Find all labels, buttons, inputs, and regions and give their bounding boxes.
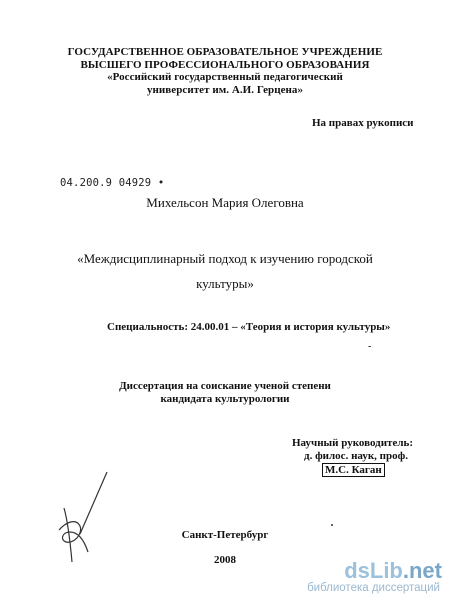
author-name: Михельсон Мария Олеговна — [146, 195, 304, 210]
year: 2008 — [214, 554, 236, 566]
supervisor-label: Научный руководитель: — [292, 437, 413, 449]
supervisor-degree: д. филос. наук, проф. — [304, 450, 409, 462]
institution-line-4: университет им. А.И. Герцена» — [146, 83, 304, 96]
scan-speck — [331, 524, 333, 526]
supervisor-name: М.С. Каган — [322, 463, 385, 477]
dslib-watermark — [284, 558, 444, 598]
watermark-brand-part1: dsLib — [344, 558, 403, 583]
watermark-brand-part2: .net — [402, 558, 442, 583]
title-line-2: культуры» — [196, 276, 254, 291]
dissertation-title — [0, 246, 450, 296]
city: Санкт-Петербург — [181, 529, 269, 541]
specialty-mark: - — [368, 341, 372, 352]
institution-line-1: ГОСУДАРСТВЕННОЕ ОБРАЗОВАТЕЛЬНОЕ УЧРЕЖДЕНИЕ — [67, 46, 383, 58]
manuscript-rights-note: На правах рукописи — [312, 117, 414, 129]
institution-line-2: ВЫСШЕГО ПРОФЕССИОНАЛЬНОГО ОБРАЗОВАНИЯ — [80, 58, 370, 71]
title-line-1: «Междисциплинарный подход к изучению городской — [77, 251, 373, 266]
institution-header — [0, 46, 450, 96]
institution-line-3: «Российский государственный педагогический — [107, 71, 343, 83]
supervisor-block — [292, 437, 413, 477]
dissertation-degree — [0, 380, 450, 406]
watermark-caption: библиотека диссертаций — [307, 582, 440, 594]
archive-stamp-number: 04.200.9 04929 • — [60, 177, 165, 189]
specialty-line: Специальность: 24.00.01 – «Теория и история культуры» — [107, 321, 391, 333]
watermark-brand — [344, 558, 442, 584]
degree-line-2: кандидата культурологии — [160, 393, 290, 405]
degree-line-1: Диссертация на соискание ученой степени — [119, 380, 331, 392]
